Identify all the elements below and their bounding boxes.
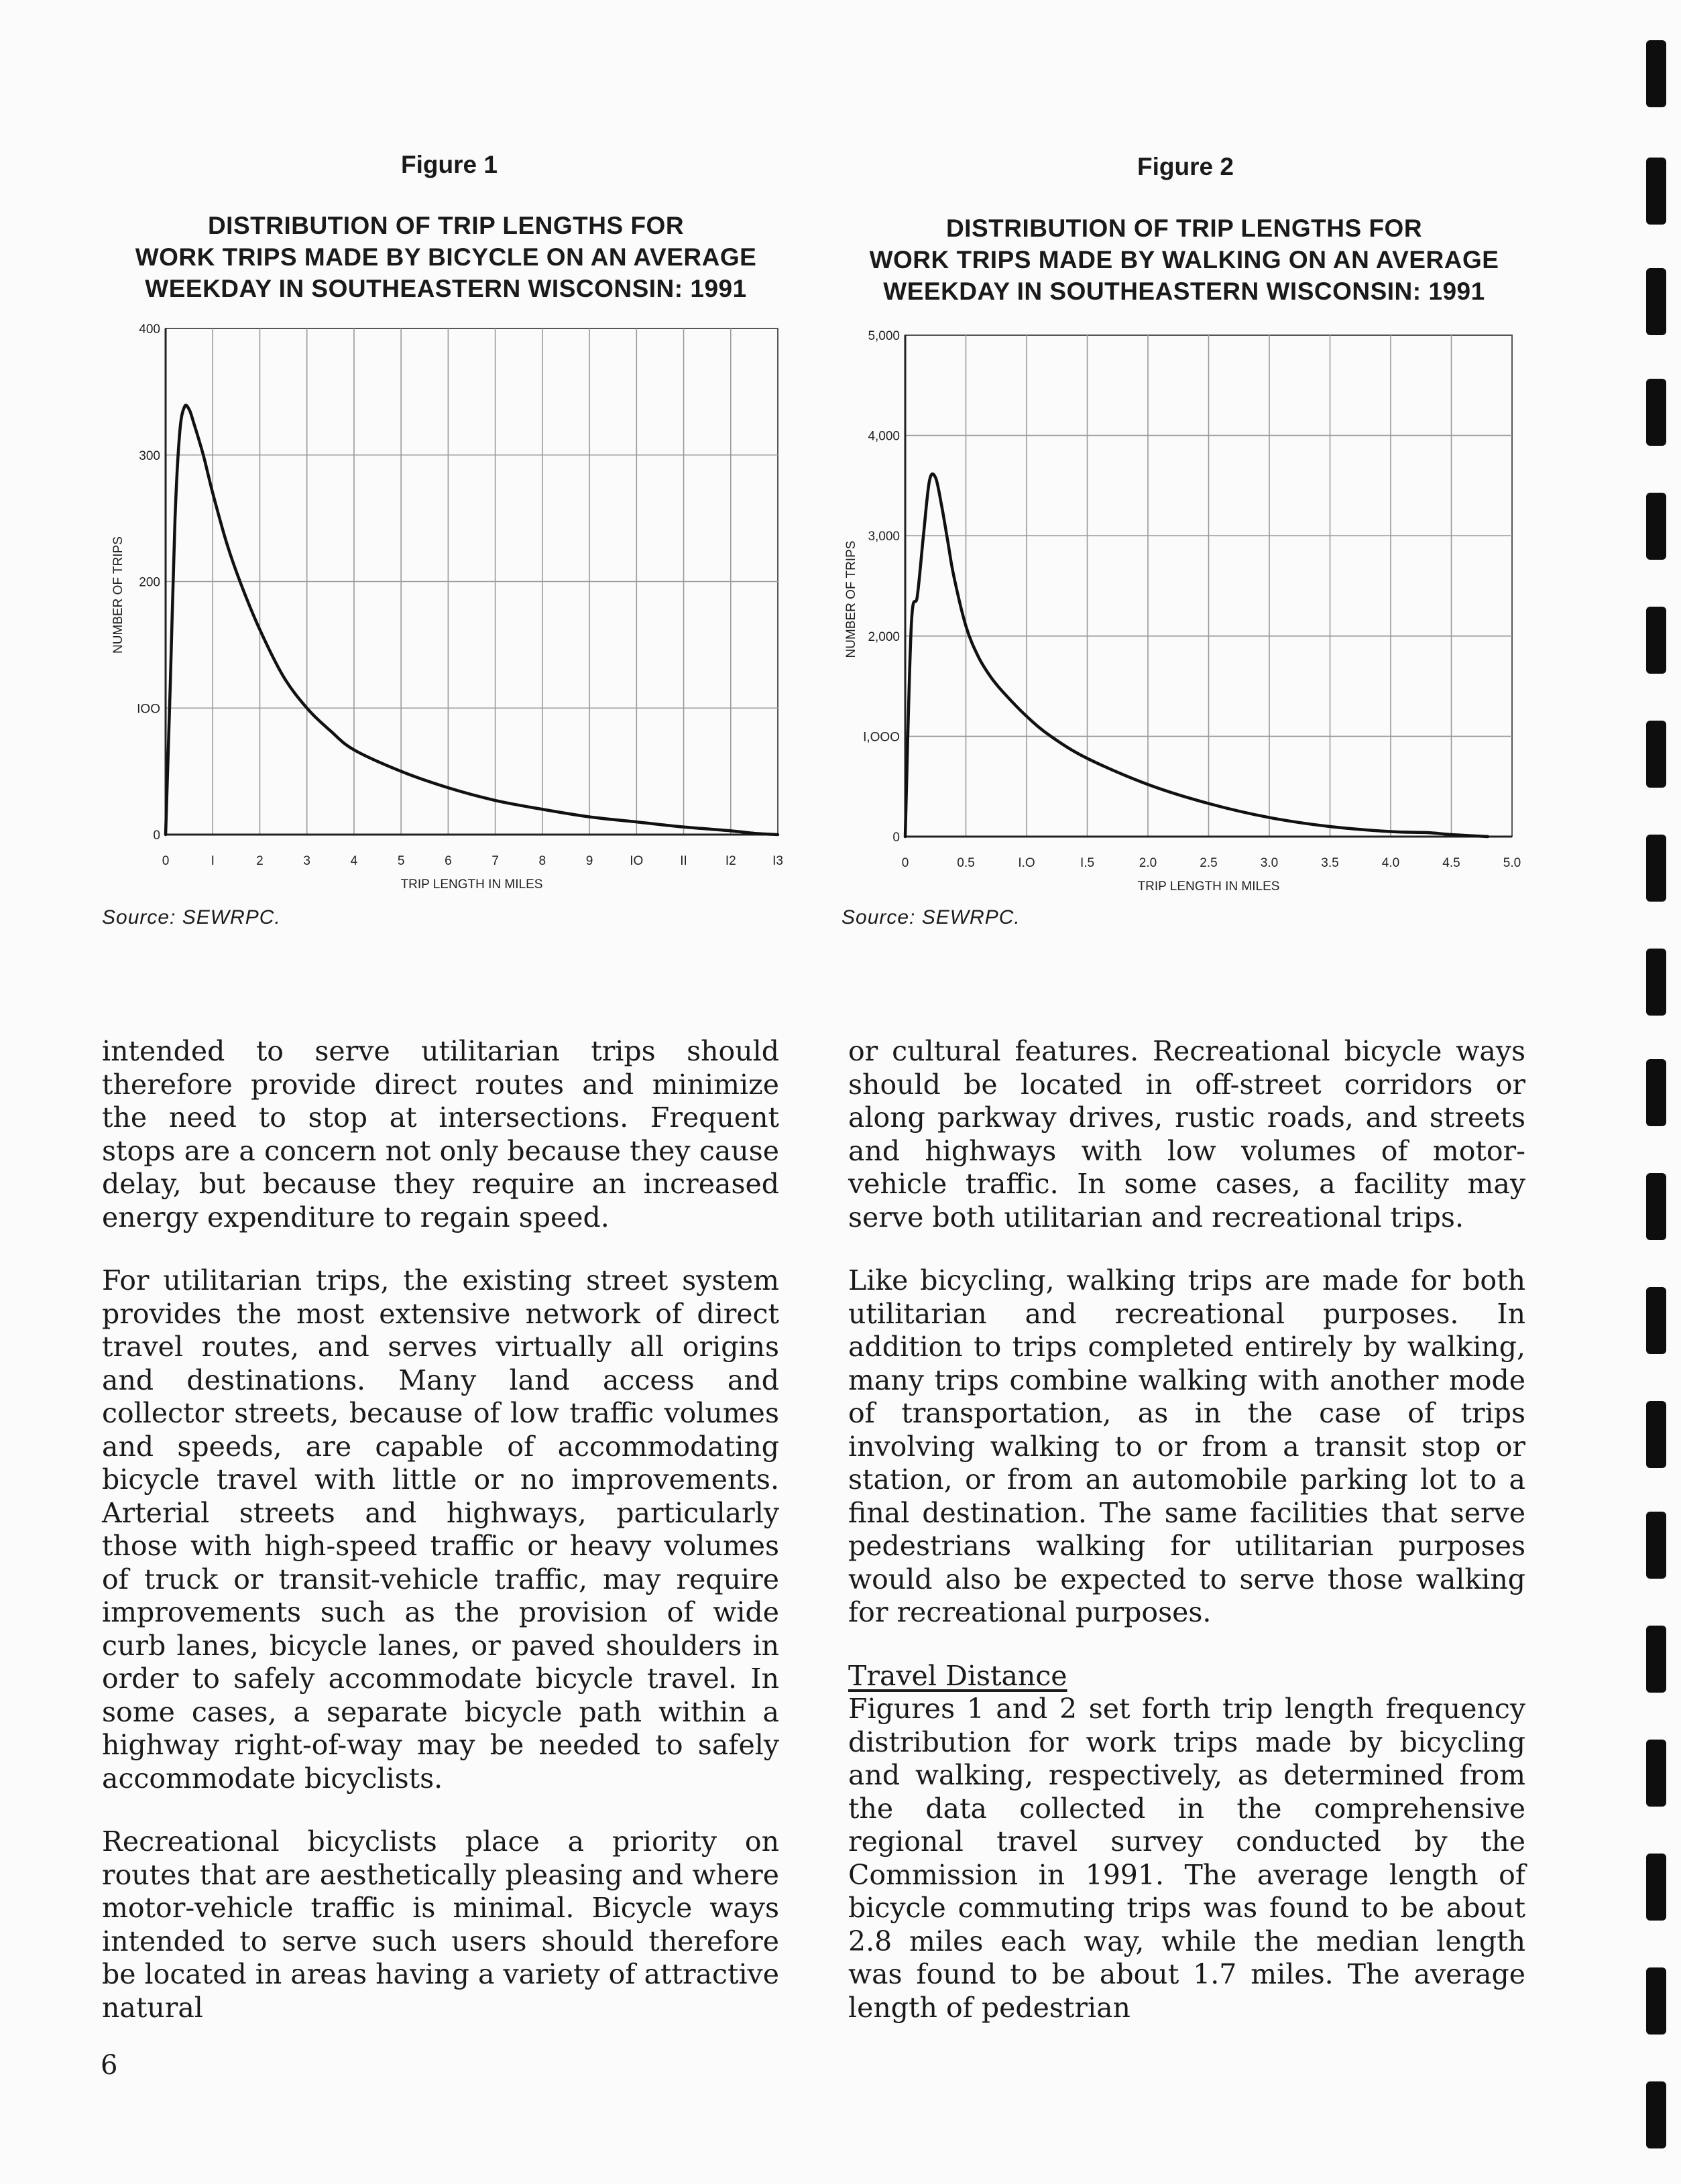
- paragraph: Like bicycling, walking trips are made for both utilitarian and recreational purposes. In addition to trips completed entirely by walking, many trips combine walking with another mode of transportation, as in the case of trips involving walking to or from a transit stop or station, or from an automobile parking lot to a final destination. The same facilities that serve pedestrians walking for utilitarian purposes would also be expected to serve those walking for recreational purposes.: [848, 1264, 1525, 1628]
- binding-hole: [1646, 1967, 1666, 2035]
- x-tick-label: I: [211, 854, 215, 868]
- x-tick-label: 3: [303, 854, 310, 868]
- binding-hole: [1646, 1287, 1666, 1354]
- x-tick-label: 2.5: [1200, 856, 1218, 870]
- right-text-column: [848, 1035, 1525, 2055]
- paragraph-with-heading: [848, 1660, 1525, 2025]
- binding-hole: [1646, 1059, 1666, 1126]
- x-tick-label: 0.5: [957, 856, 975, 870]
- figure-2-title-line: WEEKDAY IN SOUTHEASTERN WISCONSIN: 1991: [883, 278, 1485, 305]
- figure-1-source: Source: SEWRPC.: [102, 906, 281, 928]
- y-axis-label: NUMBER OF TRIPS: [844, 540, 858, 658]
- binding-hole: [1646, 40, 1666, 107]
- x-tick-label: 3.0: [1260, 856, 1279, 870]
- binding-hole: [1646, 949, 1666, 1016]
- binding-hole: [1646, 607, 1666, 674]
- binding-hole: [1646, 493, 1666, 560]
- x-tick-label: 5.0: [1503, 856, 1521, 870]
- binding-hole: [1646, 721, 1666, 788]
- y-tick-label: 2,000: [868, 629, 900, 644]
- y-tick-label: 400: [139, 322, 160, 337]
- x-tick-label: 4: [350, 854, 358, 868]
- y-tick-label: 4,000: [868, 429, 900, 444]
- binding-hole: [1646, 1626, 1666, 1693]
- figure-2-chart: [838, 0, 1681, 898]
- x-tick-label: I.O: [1018, 856, 1035, 870]
- x-tick-label: 7: [491, 854, 499, 868]
- x-axis-label: TRIP LENGTH IN MILES: [400, 877, 543, 892]
- x-tick-label: 0: [901, 856, 909, 870]
- binding-hole: [1646, 1401, 1666, 1468]
- x-tick-label: I.5: [1080, 856, 1095, 870]
- x-tick-label: IO: [630, 854, 644, 868]
- left-text-column: [102, 1035, 779, 2055]
- x-tick-label: I3: [772, 854, 783, 868]
- binding-hole: [1646, 835, 1666, 902]
- x-tick-label: 3.5: [1321, 856, 1339, 870]
- y-tick-label: 5,000: [868, 329, 900, 343]
- binding-hole: [1646, 1740, 1666, 1807]
- figure-1-title-line: DISTRIBUTION OF TRIP LENGTHS FOR: [207, 212, 685, 239]
- x-tick-label: 5: [397, 854, 405, 868]
- x-tick-label: I2: [725, 854, 736, 868]
- paragraph: Recreational bicyclists place a priority on routes that are aesthetically pleasing and where motor-vehicle traffic is minimal. Bicycle ways intended to serve such users should therefore be located in areas having a variety of attractive natural: [102, 1825, 779, 2024]
- figure-2-source: Source: SEWRPC.: [842, 906, 1021, 928]
- x-tick-label: 4.5: [1442, 856, 1460, 870]
- x-tick-label: 2: [256, 854, 264, 868]
- section-heading: Travel Distance: [848, 1659, 1067, 1692]
- figure-1-title-line: WEEKDAY IN SOUTHEASTERN WISCONSIN: 1991: [145, 275, 747, 302]
- binding-hole: [1646, 2081, 1666, 2148]
- binding-hole: [1646, 1512, 1666, 1579]
- paragraph: or cultural features. Recreational bicycle ways should be located in off-street corridors or along parkway drives, rustic roads, and streets and highways with low volumes of motor-vehicle traffic. In some cases, a facility may serve both utilitarian and recreational trips.: [848, 1035, 1525, 1233]
- y-tick-label: 0: [892, 831, 900, 845]
- y-tick-label: IOO: [137, 702, 160, 717]
- y-tick-label: 0: [153, 829, 160, 843]
- figure-1-label: Figure 1: [401, 151, 498, 178]
- paragraph-text: Figures 1 and 2 set forth trip length frequency distribution for work trips made by bicycling and walking, respectively, as determined from the data collected in the comprehensive regional travel survey conducted by the Commission in 1991. The average length of bicycle commuting trips was found to be about 2.8 miles each way, while the median length was found to be about 1.7 miles. The average length of pedestrian: [848, 1693, 1525, 2024]
- binding-hole: [1646, 1173, 1666, 1240]
- y-tick-label: 200: [139, 575, 160, 590]
- distribution-curve: [166, 406, 778, 835]
- x-tick-label: 8: [538, 854, 546, 868]
- y-tick-label: I,OOO: [863, 730, 900, 745]
- figure-2-label: Figure 2: [1137, 153, 1234, 180]
- x-tick-label: II: [680, 854, 687, 868]
- y-tick-label: 300: [139, 448, 160, 463]
- figure-2-title-line: DISTRIBUTION OF TRIP LENGTHS FOR: [945, 215, 1423, 242]
- paragraph: intended to serve utilitarian trips should therefore provide direct routes and minimize the need to stop at intersections. Frequent stops are a concern not only because they cause delay, but because they require an increased energy expenditure to regain speed.: [102, 1035, 779, 1233]
- figure-1-chart: [0, 0, 838, 898]
- binding-hole: [1646, 158, 1666, 225]
- page-number: 6: [101, 2050, 118, 2081]
- binding-hole: [1646, 1854, 1666, 1921]
- binding-hole: [1646, 379, 1666, 446]
- x-tick-label: 0: [162, 854, 170, 868]
- y-tick-label: 3,000: [868, 530, 900, 544]
- binding-hole: [1646, 268, 1666, 335]
- distribution-curve: [905, 474, 1488, 837]
- x-axis-label: TRIP LENGTH IN MILES: [1137, 879, 1280, 894]
- x-tick-label: 9: [585, 854, 593, 868]
- paragraph: For utilitarian trips, the existing street system provides the most extensive network of direct travel routes, and serves virtually all origins and destinations. Many land access and collector streets, because of low traffic volumes and speeds, are capable of accommodating bicycle travel with little or no improvements. Arterial streets and highways, particularly those with high-speed traffic or heavy volumes of truck or transit-vehicle traffic, may require improvements such as the provision of wide curb lanes, bicycle lanes, or paved shoulders in order to safely accommodate bicycle travel. In some cases, a separate bicycle path within a highway right-of-way may be needed to safely accommodate bicyclists.: [102, 1264, 779, 1795]
- x-tick-label: 6: [445, 854, 452, 868]
- figure-2-title-line: WORK TRIPS MADE BY WALKING ON AN AVERAGE: [869, 246, 1499, 274]
- figure-1-title-line: WORK TRIPS MADE BY BICYCLE ON AN AVERAGE: [135, 243, 757, 271]
- x-tick-label: 4.0: [1381, 856, 1400, 870]
- y-axis-label: NUMBER OF TRIPS: [111, 536, 125, 654]
- x-tick-label: 2.0: [1139, 856, 1157, 870]
